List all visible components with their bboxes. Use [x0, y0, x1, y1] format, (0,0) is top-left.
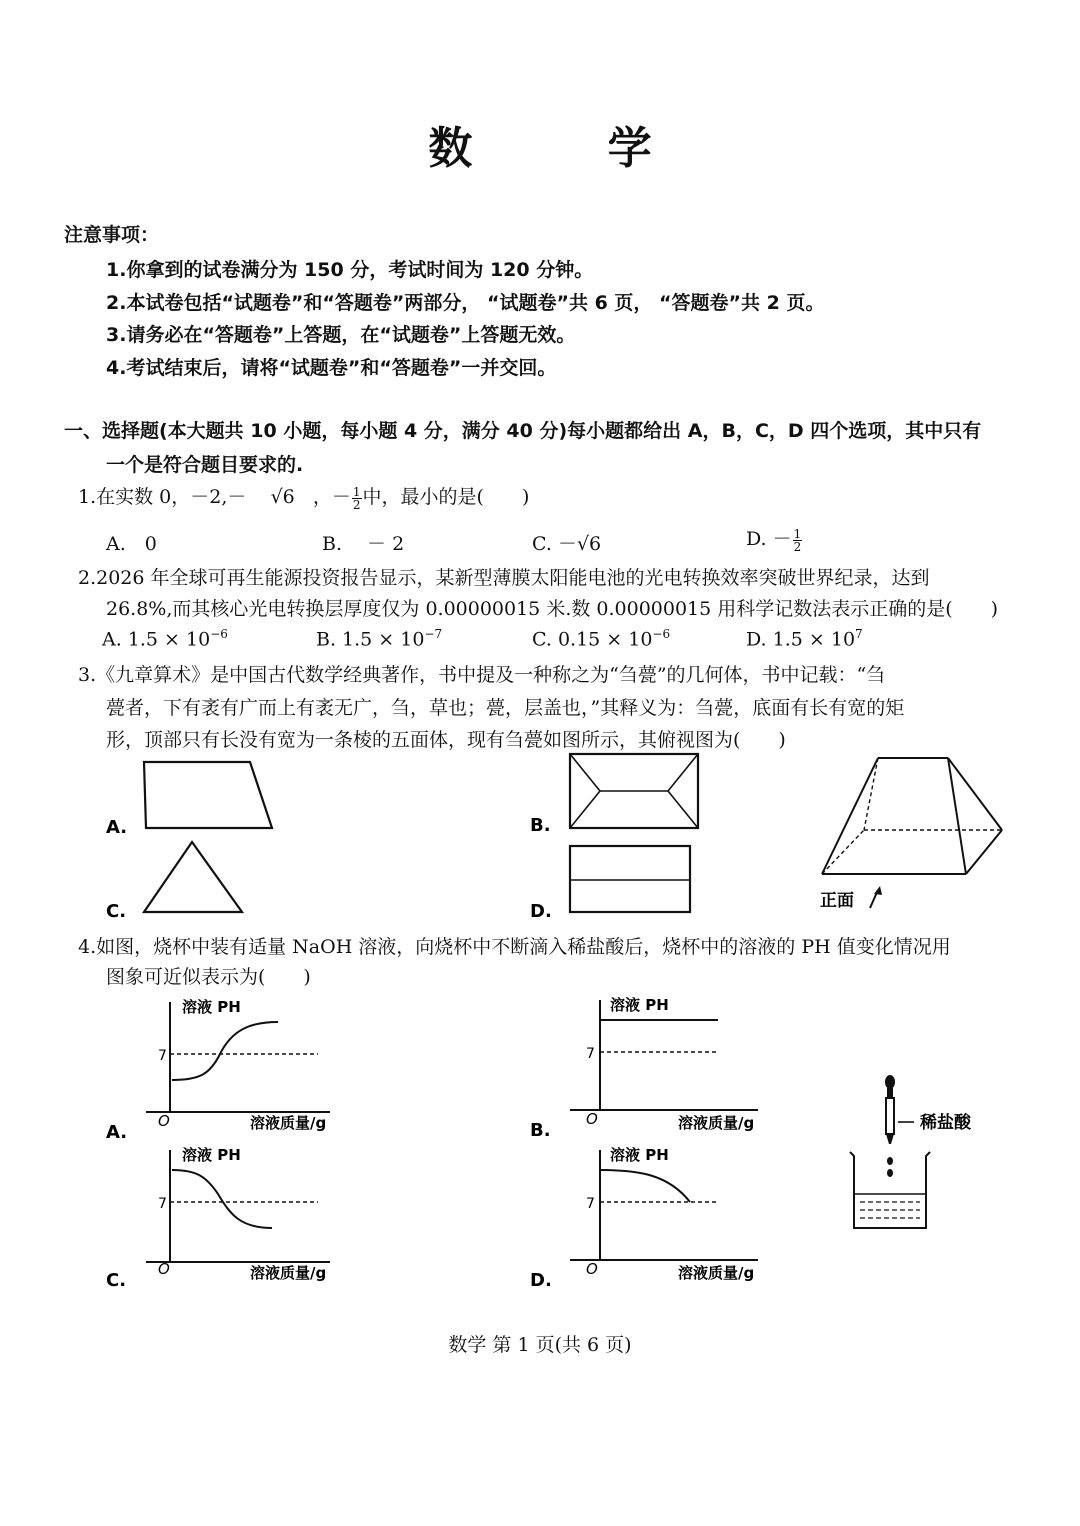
q4-d-seven: 7 — [586, 1196, 595, 1212]
page-footer: 数学 第 1 页(共 6 页) — [448, 1334, 632, 1356]
question-3-line3: 形，顶部只有长没有宽为一条棱的五面体，现有刍甍如图所示，其俯视图为( ) — [106, 729, 786, 751]
q4-b-xlabel: 溶液质量/g — [678, 1114, 755, 1132]
q3-label-a: A. — [106, 817, 128, 836]
q4-label-c: C. — [106, 1270, 127, 1291]
q4-c-xlabel: 溶液质量/g — [250, 1264, 327, 1282]
question-2-line1: 2.2026 年全球可再生能源投资报告显示，某新型薄膜太阳能电池的光电转换效率突破世界纪录，达到 — [78, 567, 930, 589]
q3-figure-c — [100, 838, 280, 922]
notice-item: 1.你拿到的试卷满分为 150 分，考试时间为 120 分钟。 — [106, 259, 594, 281]
question-4-line1: 4.如图，烧杯中装有适量 NaOH 溶液，向烧杯中不断滴入稀盐酸后，烧杯中的溶液的 PH 值变化情况用 — [78, 936, 951, 958]
q2-option-b: B. $1.5 \times 10^{-7}$ — [316, 627, 443, 651]
question-3-line1: 3.《九章算术》是中国古代数学经典著作，书中提及一种称之为“刍甍”的几何体，书中记载：“刍 — [78, 664, 886, 686]
notice-item: 3.请务必在“答题卷”上答题，在“试题卷”上答题无效。 — [106, 324, 576, 346]
q4-d-origin: O — [586, 1260, 598, 1278]
q4-graph-a — [100, 994, 360, 1144]
notice-heading: 注意事项： — [64, 224, 160, 246]
q2-option-a: A. $1.5 \times 10^{-6}$ — [102, 627, 228, 651]
q4-graph-b — [528, 994, 788, 1144]
question-4-line2: 图象可近似表示为( ) — [106, 966, 311, 988]
q2-option-d: D. $1.5 \times 10^7$ — [746, 627, 863, 651]
q1-stem-b: ，－ — [312, 486, 351, 508]
question-1-stem — [78, 482, 529, 511]
q4-a-seven: 7 — [158, 1048, 167, 1064]
q3-label-c: C. — [106, 901, 127, 922]
page-title: 数 学 — [428, 123, 712, 174]
q1-option-a: A. 0 — [106, 533, 157, 555]
q3-front-label: 正面 — [820, 891, 854, 911]
q1-stem-c: 中，最小的是( ) — [362, 486, 530, 508]
section-heading-cont: 一个是符合题目要求的. — [106, 454, 304, 476]
q4-d-xlabel: 溶液质量/g — [678, 1264, 755, 1282]
q4-a-origin: O — [158, 1112, 170, 1130]
q4-a-ylabel: 溶液 PH — [182, 998, 241, 1016]
q1-sqrt6: √6 — [270, 486, 295, 508]
q4-graph-d — [528, 1142, 788, 1292]
q4-b-ylabel: 溶液 PH — [610, 996, 669, 1014]
q3-figure-b — [528, 750, 708, 834]
q1-option-c: C. －√6 — [532, 533, 602, 555]
q4-c-origin: O — [158, 1260, 170, 1278]
q4-d-ylabel: 溶液 PH — [610, 1146, 669, 1164]
q1-option-d: D. － $\frac{1}{2}$ — [746, 526, 802, 554]
q4-label-d: D. — [530, 1270, 552, 1291]
q4-label-b: B. — [530, 1120, 551, 1141]
q2-option-c: C. $0.15 \times 10^{-6}$ — [532, 627, 671, 651]
question-3-line2: 甍者，下有袤有广而上有袤无广，刍，草也；甍，层盖也，”其释义为：刍甍，底面有长有宽的矩 — [106, 697, 905, 719]
acid-label: 稀盐酸 — [920, 1113, 971, 1133]
notice-item: 4.考试结束后，请将“试题卷”和“答题卷”一并交回。 — [106, 357, 557, 379]
q4-c-ylabel: 溶液 PH — [182, 1146, 241, 1164]
q3-label-b: B. — [530, 815, 551, 834]
q4-c-seven: 7 — [158, 1196, 167, 1212]
q1-fraction: $\frac{1}{2}$ — [352, 484, 361, 512]
q1-option-b: B. － 2 — [322, 533, 405, 555]
q4-b-seven: 7 — [586, 1046, 595, 1062]
q4-b-origin: O — [586, 1110, 598, 1128]
beaker-dropper-icon — [840, 1070, 1020, 1236]
q1-stem-a: 1.在实数 0，－2,－ — [78, 486, 247, 508]
q3-figure-a — [100, 756, 280, 836]
notice-item: 2.本试卷包括“试题卷”和“答题卷”两部分， “试题卷”共 6 页， “答题卷”共 2 页。 — [106, 292, 825, 314]
q3-figure-d — [528, 840, 708, 922]
q4-a-xlabel: 溶液质量/g — [250, 1114, 327, 1132]
q4-label-a: A. — [106, 1122, 128, 1143]
q4-graph-c — [100, 1142, 360, 1292]
q3-solid-figure — [816, 752, 1016, 916]
question-2-line2: 26.8%,而其核心光电转换层厚度仅为 0.00000015 米.数 0.00000015 用科学记数法表示正确的是( ) — [106, 598, 999, 620]
section-heading: 一、选择题(本大题共 10 小题，每小题 4 分，满分 40 分)每小题都给出 A，B，C，D 四个选项，其中只有 — [64, 420, 982, 442]
q3-label-d: D. — [530, 901, 552, 922]
